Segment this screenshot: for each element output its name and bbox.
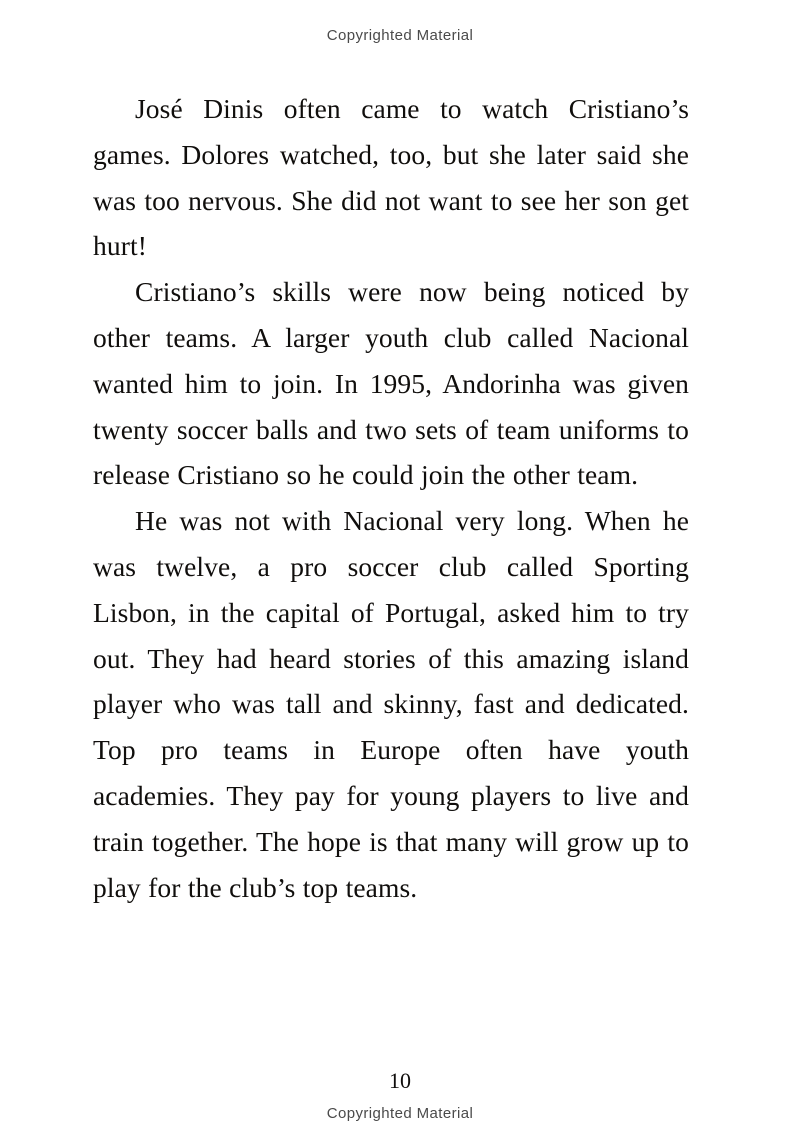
paragraph: José Dinis often came to watch Cristiano’s games. Dolores watched, too, but she later said she was too nervous. She did not want to see her son get hurt!	[93, 93, 689, 262]
paragraph: Cristiano’s skills were now being noticed by other teams. A larger youth club called Nacional wanted him to join. In 1995, Andorinha was given twenty soccer balls and two sets of team uniforms to release Cristiano so he could join the other team.	[93, 276, 689, 491]
copyright-watermark-bottom: Copyrighted Material	[326, 1105, 474, 1122]
paragraph: He was not with Nacional very long. When he was twelve, a pro soccer club called Sporting Lisbon, in the capital of Portugal, asked him to try out. They had heard stories of this amazing island player who was tall and skinny, fast and dedicated. Top pro teams in Europe often have youth academies. They pay for young players to live and train together. The hope is that many will grow up to play for the club’s top teams.	[93, 505, 689, 903]
page-number: 10	[389, 1068, 411, 1093]
page-body-text	[93, 86, 689, 910]
copyright-watermark-top: Copyrighted Material	[326, 27, 474, 44]
